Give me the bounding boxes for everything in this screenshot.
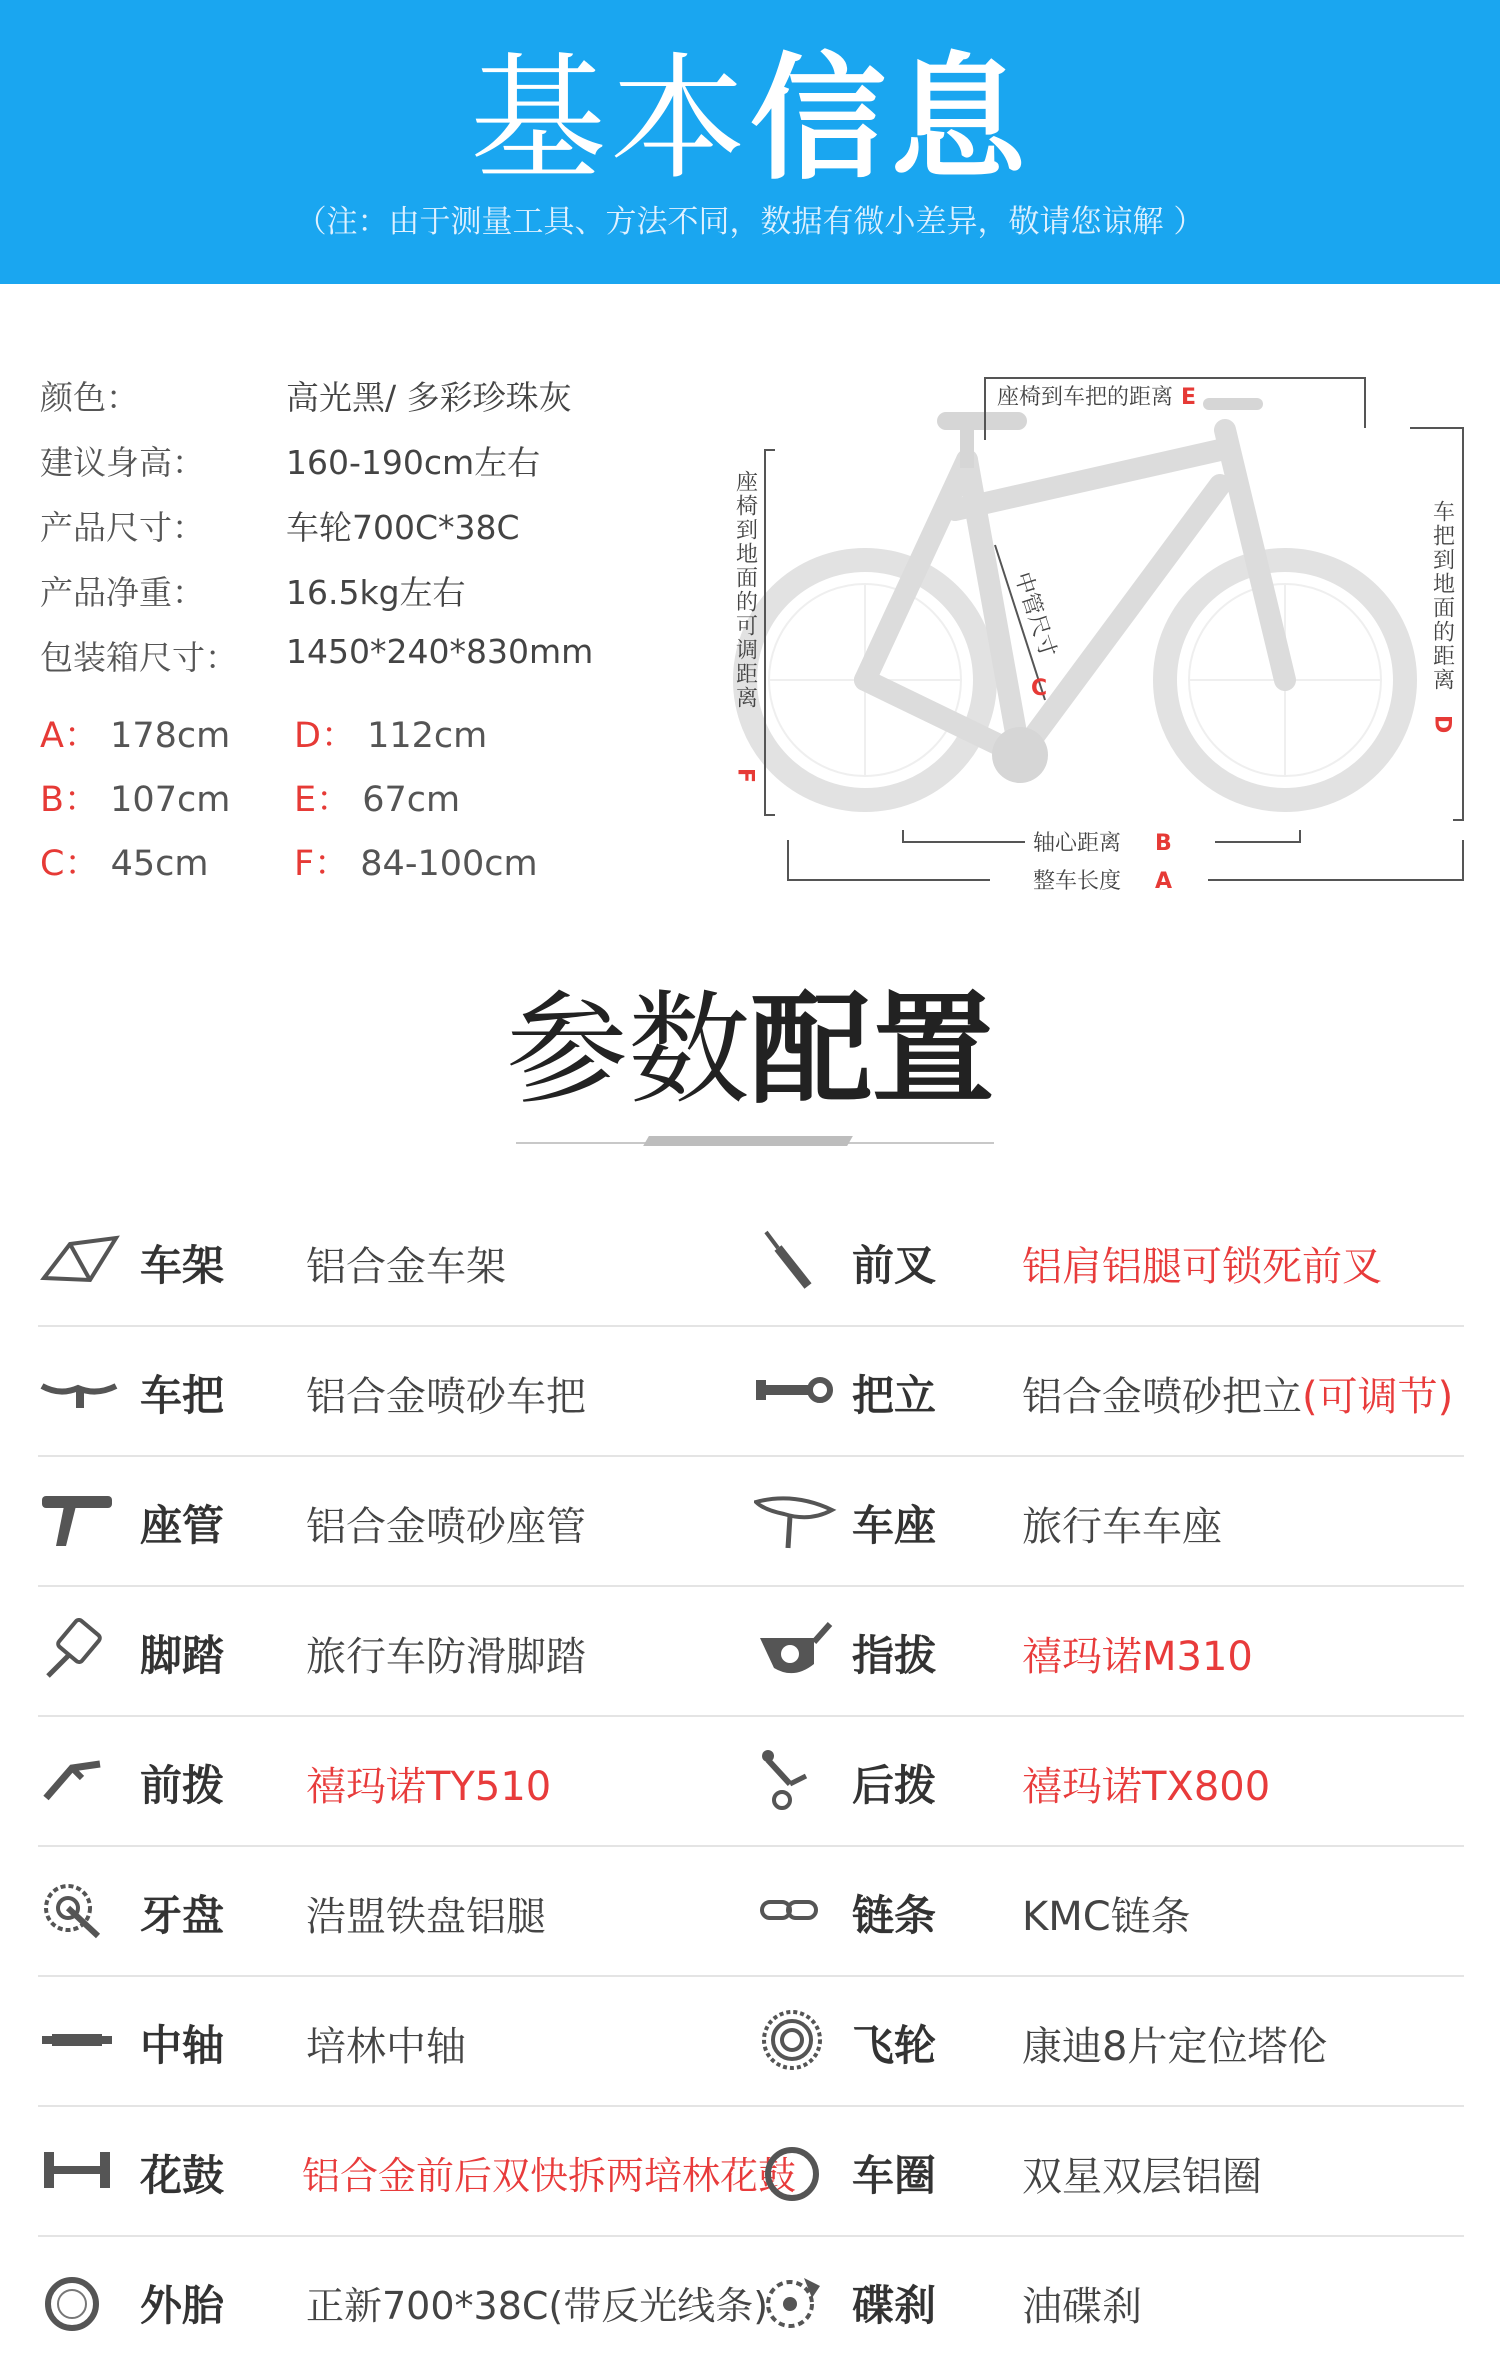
spec-value: 铝肩铝腿可锁死前叉 <box>1022 1244 1382 1290</box>
tire-icon <box>38 2268 122 2332</box>
fork-icon <box>754 1228 838 1292</box>
spec-value: 铝合金前后双快拆两培林花鼓 <box>302 2154 797 2198</box>
spec-row <box>38 1845 1464 1977</box>
saddle-icon <box>754 1488 838 1552</box>
spec-value: 正新700*38C(带反光线条) <box>306 2284 769 2328</box>
spec-row <box>38 1325 1464 1457</box>
spec-value: 双星双层铝圈 <box>1022 2154 1262 2200</box>
label-seat-height: 座椅到地面的可调距离 <box>732 470 758 710</box>
spec-row <box>38 1585 1464 1717</box>
measurement-note: （注：由于测量工具、方法不同，数据有微小差异，敬请您谅解 ） <box>295 204 1205 240</box>
spec-value: 康迪8片定位塔伦 <box>1022 2024 1328 2070</box>
spec-value: 铝合金喷砂把立(可调节) <box>1022 1374 1454 1420</box>
spec-row <box>38 1975 1464 2107</box>
spec-name: 碟刹 <box>852 2281 937 2330</box>
spec-name: 车架 <box>140 1241 225 1290</box>
spec-name: 把立 <box>852 1371 937 1420</box>
dimension-f: F： 84-100cm <box>294 844 538 884</box>
divider-accent <box>643 1136 853 1146</box>
spec-value: 油碟刹 <box>1022 2284 1142 2330</box>
chain-icon <box>754 1878 838 1942</box>
front-derailleur-icon <box>38 1748 122 1812</box>
spec-name: 脚踏 <box>140 1631 225 1680</box>
spec-row <box>38 2235 1464 2365</box>
spec-name: 后拨 <box>852 1761 937 1810</box>
shifter-icon <box>754 1618 838 1682</box>
spec-name: 指拔 <box>852 1631 937 1680</box>
dimension-b: B： 107cm <box>40 780 231 820</box>
spec-name: 飞轮 <box>852 2021 937 2070</box>
spec-value: 铝合金喷砂车把 <box>306 1374 586 1420</box>
handlebar-icon <box>38 1358 122 1422</box>
label-seat-to-bar: 座椅到车把的距离 <box>997 385 1174 410</box>
key-c: C <box>1031 676 1048 701</box>
spec-value: 培林中轴 <box>306 2024 466 2070</box>
dimension-c: C： 45cm <box>40 844 209 884</box>
spec-name: 花鼓 <box>140 2151 225 2200</box>
label-bar-height: 车把到地面的距离 <box>1429 500 1455 692</box>
spec-value: KMC链条 <box>1022 1894 1191 1940</box>
section-title-specs: 参数配置 <box>506 979 994 1121</box>
key-d: D <box>1429 715 1455 734</box>
dimension-e: E： 67cm <box>294 780 461 820</box>
top-tube <box>955 450 1220 510</box>
key-b: B <box>1155 831 1172 856</box>
cassette-icon <box>754 2008 838 2072</box>
chainring-icon <box>38 1878 122 1942</box>
pedal-icon <box>38 1618 122 1682</box>
bike-dimension-diagram <box>715 360 1475 900</box>
spec-value: 禧玛诺M310 <box>1022 1634 1253 1680</box>
spec-value: 铝合金喷砂座管 <box>306 1504 586 1550</box>
spec-name: 座管 <box>140 1501 225 1550</box>
spec-name: 前拨 <box>140 1761 225 1810</box>
frame-icon <box>38 1228 122 1292</box>
spec-name: 外胎 <box>140 2281 225 2330</box>
stem-icon <box>754 1358 838 1422</box>
hub-icon <box>38 2138 122 2202</box>
key-a: A <box>1155 869 1173 894</box>
spec-row <box>38 1455 1464 1587</box>
bottom-bracket-icon <box>38 2008 122 2072</box>
dimension-d: D： 112cm <box>294 716 488 756</box>
rear-derailleur-icon <box>754 1748 838 1812</box>
spec-value: 旅行车防滑脚踏 <box>306 1634 586 1680</box>
spec-value: 禧玛诺TY510 <box>306 1764 552 1810</box>
spec-name: 车座 <box>852 1501 937 1550</box>
spec-name: 牙盘 <box>140 1891 225 1940</box>
page-title: 基本信息 <box>470 41 1030 199</box>
spec-row <box>38 1715 1464 1847</box>
spec-value: 浩盟铁盘铝腿 <box>306 1894 546 1940</box>
label-top-tube: 中管尺寸 <box>1009 569 1061 661</box>
spec-name: 车把 <box>140 1371 225 1420</box>
spec-value: 禧玛诺TX800 <box>1022 1764 1271 1810</box>
spec-name: 链条 <box>852 1891 937 1940</box>
disc-brake-icon <box>754 2268 838 2332</box>
spec-name: 车圈 <box>852 2151 937 2200</box>
header-banner <box>0 0 1500 284</box>
seatpost-icon <box>38 1488 122 1552</box>
spec-row <box>38 2105 1464 2237</box>
rim-icon <box>754 2138 838 2202</box>
label-total-length: 整车长度 <box>1033 869 1122 894</box>
label-wheelbase: 轴心距离 <box>1033 831 1122 856</box>
key-f: F <box>732 768 758 784</box>
spec-name: 中轴 <box>140 2021 225 2070</box>
spec-row <box>38 1195 1464 1327</box>
spec-value: 旅行车车座 <box>1022 1504 1222 1550</box>
dimension-a: A： 178cm <box>40 716 231 756</box>
key-e: E <box>1181 385 1197 410</box>
spec-name: 前叉 <box>852 1241 937 1290</box>
spec-value: 铝合金车架 <box>306 1244 506 1290</box>
